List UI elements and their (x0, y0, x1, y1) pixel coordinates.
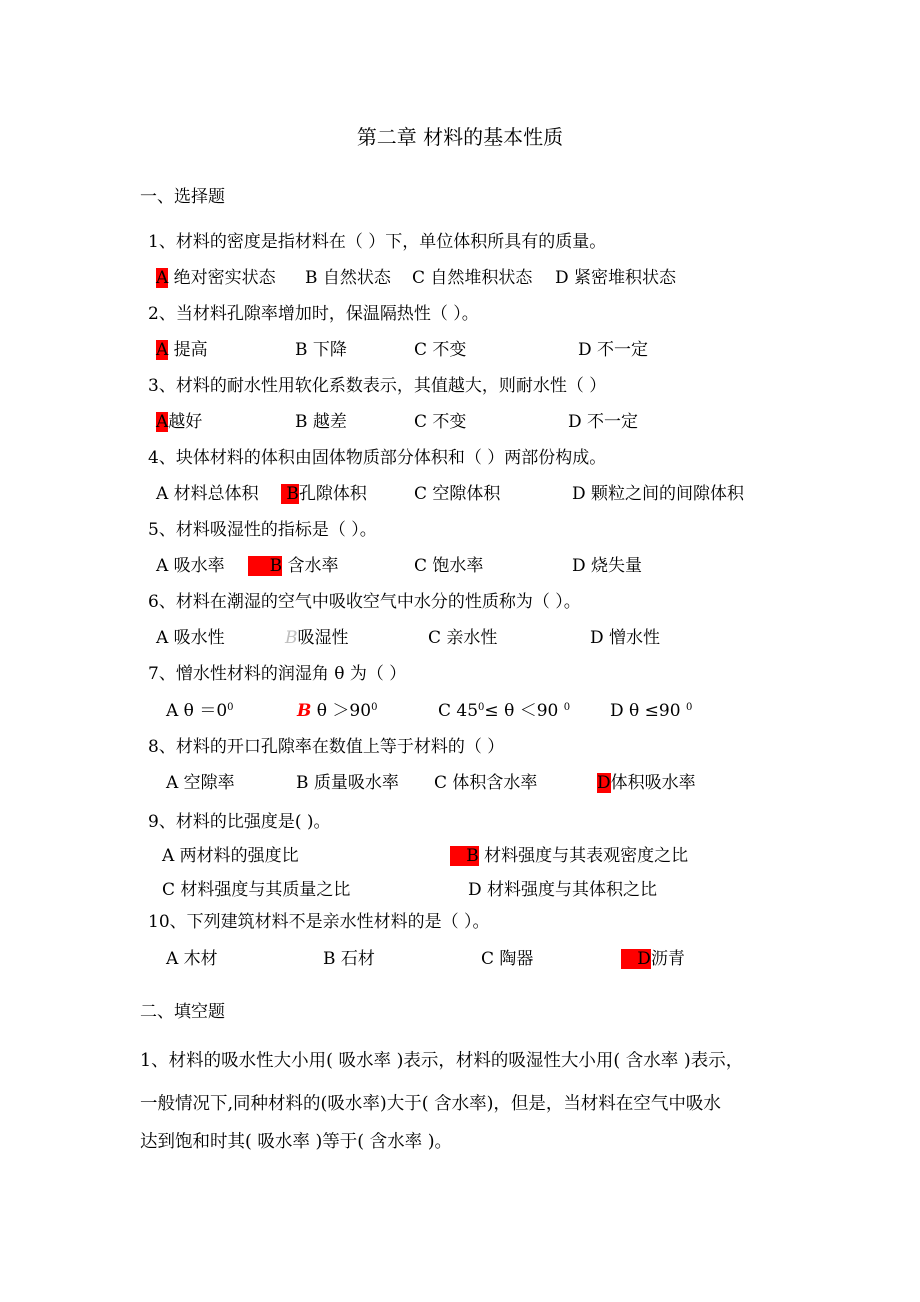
answer-highlight: D (597, 773, 611, 793)
section-heading-fill: 二、填空题 (140, 1002, 225, 1022)
answer-highlight: A (156, 340, 169, 360)
q1-option-a: A 绝对密实状态 (156, 268, 276, 288)
q7-option-b: B $\theta >90^0$ (297, 701, 378, 721)
q9-option-b: B 材料强度与其表观密度之比 (450, 845, 688, 867)
q8-option-a: A 空隙率 (166, 773, 235, 793)
answer-highlight: A (156, 412, 169, 432)
q3-option-b: B 越差 (295, 412, 347, 432)
q6-option-a: A 吸水性 (156, 628, 225, 648)
q5-option-a: A 吸水率 (156, 556, 225, 576)
q6-option-d: D 憎水性 (590, 628, 661, 648)
q1-option-b: B 自然状态 (305, 268, 391, 288)
q2-option-a: A 提高 (156, 340, 208, 360)
answer-mark: B (297, 701, 312, 721)
q4-option-c: C 空隙体积 (414, 484, 501, 504)
answer-mark: B (285, 628, 298, 648)
answer-highlight: B (450, 846, 479, 866)
q3-option-c: C 不变 (414, 412, 467, 432)
q6-option-c: C 亲水性 (428, 628, 498, 648)
q5-option-b: B 含水率 (248, 555, 339, 577)
q7-option-c: C $45^0\le \theta <90$ $^0$ (438, 701, 571, 721)
question-9: 9、材料的比强度是( )。 (148, 812, 331, 832)
q4-option-b: B孔隙体积 (281, 483, 367, 505)
question-10: 10、下列建筑材料不是亲水性材料的是（ ）。 (148, 912, 490, 932)
q8-option-b: B 质量吸水率 (296, 773, 399, 793)
question-6: 6、材料在潮湿的空气中吸收空气中水分的性质称为（ ）。 (148, 592, 581, 612)
answer-highlight: D (621, 949, 651, 969)
q2-option-b: B 下降 (295, 340, 347, 360)
section-heading-choice: 一、选择题 (140, 187, 225, 207)
q10-option-c: C 陶器 (481, 949, 534, 969)
fill-question-line-2: 一般情况下,同种材料的(吸水率)大于( 含水率)，但是，当材料在空气中吸水 (140, 1094, 721, 1114)
question-4: 4、块体材料的体积由固体物质部分体积和（ ）两部份构成。 (148, 448, 607, 468)
q4-option-d: D 颗粒之间的间隙体积 (572, 484, 745, 504)
question-2: 2、当材料孔隙率增加时，保温隔热性（ ）。 (148, 304, 479, 324)
question-7: 7、憎水性材料的润湿角 θ 为（ ） (148, 664, 407, 684)
q3-option-a: A越好 (156, 412, 203, 432)
q1-option-c: C 自然堆积状态 (412, 268, 533, 288)
question-1: 1、材料的密度是指材料在（ ）下，单位体积所具有的质量。 (148, 232, 607, 252)
q9-option-d: D 材料强度与其体积之比 (468, 880, 658, 900)
chapter-title: 第二章 材料的基本性质 (356, 125, 564, 149)
q10-option-b: B 石材 (323, 949, 375, 969)
q10-option-d: D沥青 (621, 948, 685, 970)
q2-option-d: D 不一定 (578, 340, 649, 360)
q7-option-d: D θ ≤90 $^0$ (610, 701, 693, 721)
q4-option-a: A 材料总体积 (156, 484, 259, 504)
q7-option-a: A $\theta =0^0$ (166, 701, 234, 721)
q5-option-d: D 烧失量 (572, 556, 643, 576)
q8-option-d: D体积吸水率 (597, 773, 696, 793)
q6-option-b: B吸湿性 (285, 628, 349, 648)
question-3: 3、材料的耐水性用软化系数表示，其值越大，则耐水性（ ） (148, 376, 607, 396)
question-5: 5、材料吸湿性的指标是（ ）。 (148, 520, 377, 540)
answer-highlight: B (248, 556, 282, 576)
question-8: 8、材料的开口孔隙率在数值上等于材料的（ ） (148, 737, 505, 757)
fill-question-line-3: 达到饱和时其( 吸水率 )等于( 含水率 )。 (140, 1132, 453, 1152)
q10-option-a: A 木材 (166, 949, 218, 969)
q1-option-d: D 紧密堆积状态 (555, 268, 677, 288)
fill-question-line-1: 1、材料的吸水性大小用( 吸水率 )表示，材料的吸湿性大小用( 含水率 )表示， (140, 1051, 744, 1071)
q8-option-c: C 体积含水率 (434, 773, 538, 793)
q9-option-c: C 材料强度与其质量之比 (162, 880, 351, 900)
q5-option-c: C 饱水率 (414, 556, 484, 576)
answer-highlight: B (281, 484, 299, 504)
q9-option-a: A 两材料的强度比 (162, 846, 299, 866)
q3-option-d: D 不一定 (568, 412, 639, 432)
q2-option-c: C 不变 (414, 340, 467, 360)
answer-highlight: A (156, 268, 169, 288)
